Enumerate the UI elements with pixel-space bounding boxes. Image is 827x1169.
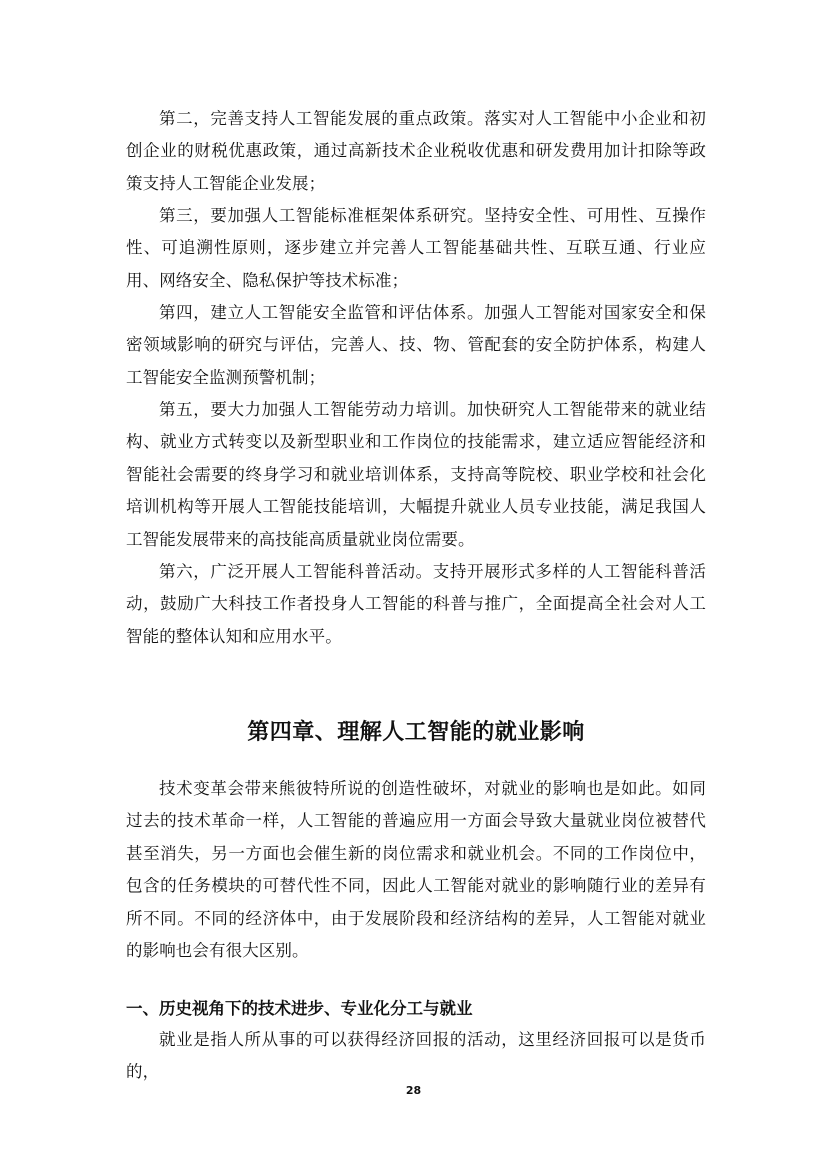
chapter-title: 第四章、理解人工智能的就业影响 — [247, 719, 585, 745]
chapter-intro-paragraph: 技术变革会带来熊彼特所说的创造性破坏，对就业的影响也是如此。如同过去的技术革命一样，人工智能的普遍应用一方面会导致大量就业岗位被替代甚至消失，另一方面也会催生新的岗位需求和就业机会。不同的工作岗位中，包含的任务模块的可替代性不同，因此人工智能对就业的影响随行业的差异有所不同。不同的经济体中，由于发展阶段和经济结构的差异，人工智能对就业的影响也会有很大区别。 — [126, 779, 706, 961]
page-number: 28 — [405, 1084, 422, 1097]
section-first-paragraph: 就业是指人所从事的可以获得经济回报的活动，这里经济回报可以是货币的， — [126, 1030, 706, 1082]
paragraph-policy-3: 第三，要加强人工智能标准框架体系研究。坚持安全性、可用性、互操作性、可追溯性原则，逐步建立并完善人工智能基础共性、互联互通、行业应用、网络安全、隐私保护等技术标准； — [126, 206, 706, 290]
section-heading: 一、历史视角下的技术进步、专业化分工与就业 — [126, 999, 473, 1018]
paragraph-policy-2: 第二，完善支持人工智能发展的重点政策。落实对人工智能中小企业和初创企业的财税优惠政策，通过高新技术企业税收优惠和研发费用加计扣除等政策支持人工智能企业发展； — [126, 109, 706, 193]
paragraph-policy-6: 第六，广泛开展人工智能科普活动。支持开展形式多样的人工智能科普活动，鼓励广大科技工作者投身人工智能的科普与推广，全面提高全社会对人工智能的整体认知和应用水平。 — [126, 562, 706, 646]
paragraph-policy-4: 第四，建立人工智能安全监管和评估体系。加强人工智能对国家安全和保密领域影响的研究与评估，完善人、技、物、管配套的安全防护体系，构建人工智能安全监测预警机制； — [126, 303, 706, 387]
paragraph-policy-5: 第五，要大力加强人工智能劳动力培训。加快研究人工智能带来的就业结构、就业方式转变以及新型职业和工作岗位的技能需求，建立适应智能经济和智能社会需要的终身学习和就业培训体系，支持高等院校、职业学校和社会化培训机构等开展人工智能技能培训，大幅提升就业人员专业技能，满足我国人工智能发展带来的高技能高质量就业岗位需要。 — [126, 400, 706, 549]
